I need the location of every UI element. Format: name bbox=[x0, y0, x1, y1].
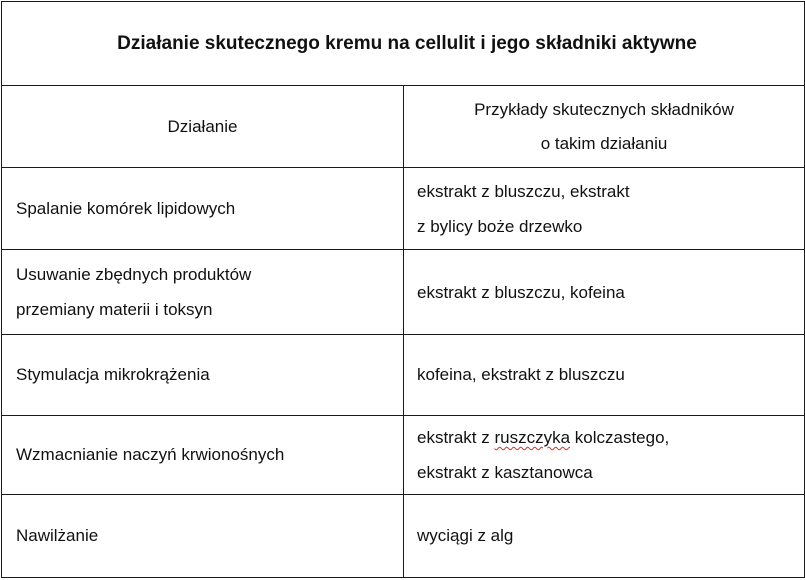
action-text: Nawilżanie bbox=[16, 526, 99, 546]
header-action bbox=[2, 86, 404, 168]
header-action-label: Działanie bbox=[167, 116, 238, 136]
action-cell bbox=[2, 415, 404, 494]
header-ingredients-line1: Przykłady skutecznych składników bbox=[474, 99, 734, 119]
ingredient-text: kofeina, ekstrakt z bluszczu bbox=[417, 365, 625, 385]
ingredient-cell bbox=[404, 334, 805, 415]
table-row bbox=[2, 415, 805, 494]
ingredient-text-suffix: kolczastego, bbox=[570, 427, 670, 447]
ingredient-text-prefix: ekstrakt z bbox=[417, 427, 495, 447]
ingredients-table bbox=[1, 1, 805, 578]
ingredient-cell bbox=[404, 494, 805, 577]
ingredient-cell bbox=[404, 168, 805, 250]
table-row bbox=[2, 168, 805, 250]
table-title-cell bbox=[2, 2, 805, 86]
table-row bbox=[2, 334, 805, 415]
action-text: przemiany materii i toksyn bbox=[16, 300, 213, 320]
misspelled-word[interactable]: ruszczyka bbox=[494, 427, 571, 447]
header-ingredients bbox=[404, 86, 805, 168]
action-cell bbox=[2, 168, 404, 250]
ingredient-text: ekstrakt z bluszczu, kofeina bbox=[417, 282, 625, 302]
action-text: Spalanie komórek lipidowych bbox=[16, 199, 236, 219]
ingredient-cell bbox=[404, 250, 805, 334]
action-text: Wzmacnianie naczyń krwionośnych bbox=[16, 445, 285, 465]
table-title: Działanie skutecznego kremu na cellulit i jego składniki aktywne bbox=[117, 32, 697, 54]
action-cell bbox=[2, 250, 404, 334]
table-row bbox=[2, 494, 805, 577]
action-cell bbox=[2, 334, 404, 415]
header-row bbox=[2, 86, 805, 168]
title-row bbox=[2, 2, 805, 86]
ingredient-text: ekstrakt z kasztanowca bbox=[417, 462, 593, 482]
action-cell bbox=[2, 494, 404, 577]
ingredient-text: z bylicy boże drzewko bbox=[417, 216, 583, 236]
table-row bbox=[2, 250, 805, 334]
ingredient-text: wyciągi z alg bbox=[417, 526, 514, 546]
ingredient-cell bbox=[404, 415, 805, 494]
ingredient-text: ekstrakt z bluszczu, ekstrakt bbox=[417, 181, 630, 201]
header-ingredients-line2: o takim działaniu bbox=[540, 133, 668, 153]
action-text: Usuwanie zbędnych produktów bbox=[16, 265, 252, 285]
ingredient-text-with-spellcheck bbox=[417, 420, 804, 455]
action-text: Stymulacja mikrokrążenia bbox=[16, 365, 210, 385]
